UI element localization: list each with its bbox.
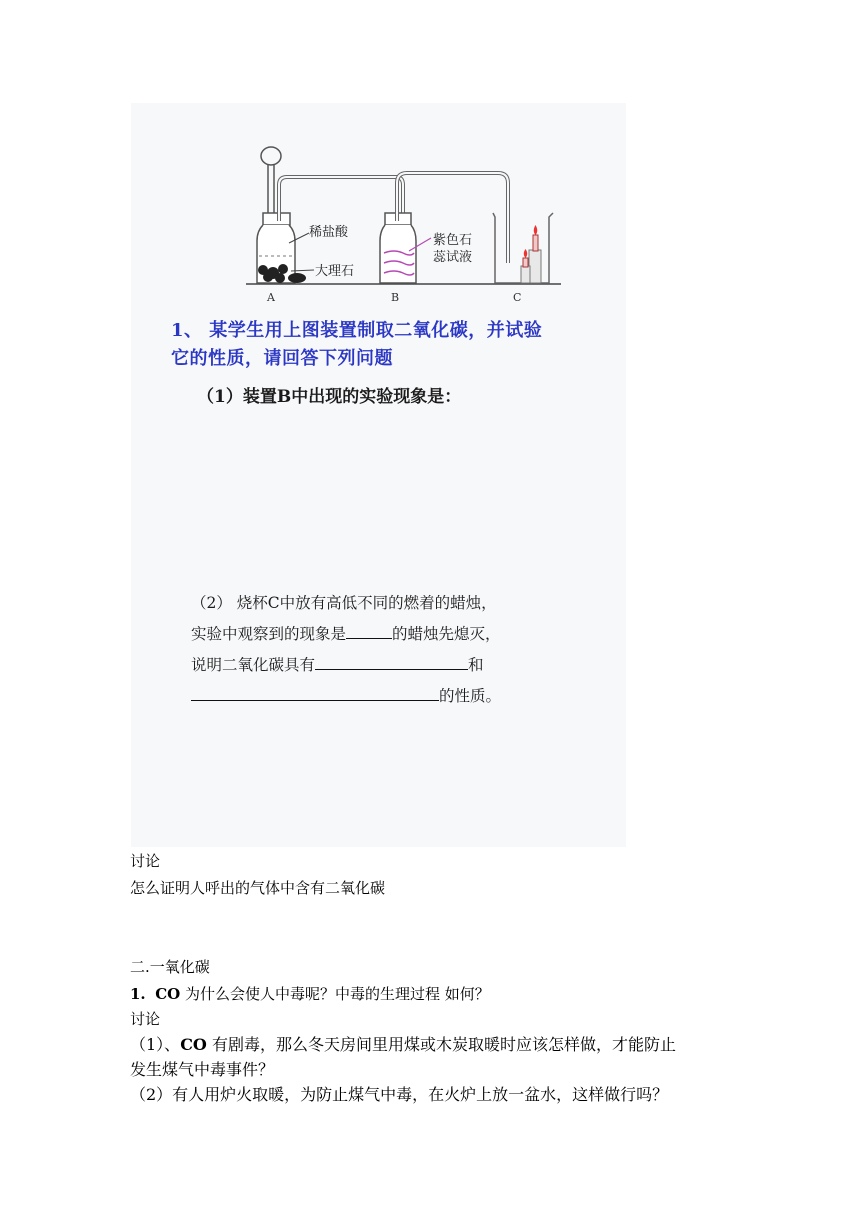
item-1-text: 有剧毒，那么冬天房间里用煤或木炭取暖时应该怎样做，才能防止 — [211, 1035, 676, 1054]
co-q1-number: 1. — [130, 985, 146, 1003]
label-acid: 稀盐酸 — [309, 225, 349, 240]
item-1-line-1 — [130, 1034, 770, 1056]
question-1: （1）装置B中出现的实验现象是： — [197, 387, 462, 407]
section-co-heading: 二.一氧化碳 — [130, 958, 210, 976]
label-a: A — [267, 291, 275, 304]
item-2: （2）有人用炉火取暖，为防止煤气中毒，在火炉上放一盆水，这样做行吗？ — [130, 1085, 669, 1104]
q2-line-2-text-a: 实验中观察到的现象是 — [191, 625, 347, 643]
discussion-heading-2: 讨论 — [130, 1010, 161, 1028]
item-1-prefix: （1）、 — [130, 1035, 181, 1054]
question-2 — [191, 588, 611, 712]
label-litmus-2: 蕊试液 — [433, 250, 473, 265]
q2-line-1: （2） 烧杯C中放有高低不同的燃着的蜡烛， — [191, 594, 497, 612]
q2-line-2-text-b: 的蜡烛先熄灭， — [392, 625, 501, 643]
label-marble: 大理石 — [315, 264, 355, 279]
bottle-b — [380, 213, 431, 283]
q2-line-2 — [191, 619, 611, 650]
q2-line-4-text: 的性质。 — [439, 687, 502, 705]
label-c: C — [513, 291, 522, 304]
bottle-a — [257, 147, 314, 283]
question-title — [171, 317, 621, 373]
label-b: B — [391, 291, 400, 304]
q2-line-3 — [191, 650, 611, 681]
breath-question: 怎么证明人呼出的气体中含有二氧化碳 — [130, 879, 386, 897]
co-q1-formula: CO — [155, 985, 181, 1003]
answer-blank-1 — [346, 624, 392, 639]
co-question-1 — [130, 983, 770, 1005]
q2-line-3-text-b: 和 — [468, 656, 484, 674]
question-title-line-1: 1、 某学生用上图装置制取二氧化碳，并试验 — [171, 320, 543, 341]
label-litmus-1: 紫色石 — [433, 233, 473, 248]
question-title-line-2: 它的性质，请回答下列问题 — [171, 348, 393, 369]
q2-line-3-text-a: 说明二氧化碳具有 — [191, 656, 316, 674]
co-q1-text: 为什么会使人中毒呢？中毒的生理过程 如何？ — [185, 985, 490, 1003]
figure-panel — [131, 103, 626, 847]
beaker-c — [493, 213, 553, 283]
item-1-formula: CO — [180, 1035, 207, 1054]
answer-blank-2 — [315, 655, 468, 670]
answer-blank-3 — [191, 686, 439, 701]
discussion-heading-1: 讨论 — [130, 852, 161, 870]
co2-apparatus-diagram — [131, 103, 626, 308]
item-1-line-2: 发生煤气中毒事件？ — [130, 1060, 275, 1079]
q2-line-4 — [191, 681, 611, 712]
